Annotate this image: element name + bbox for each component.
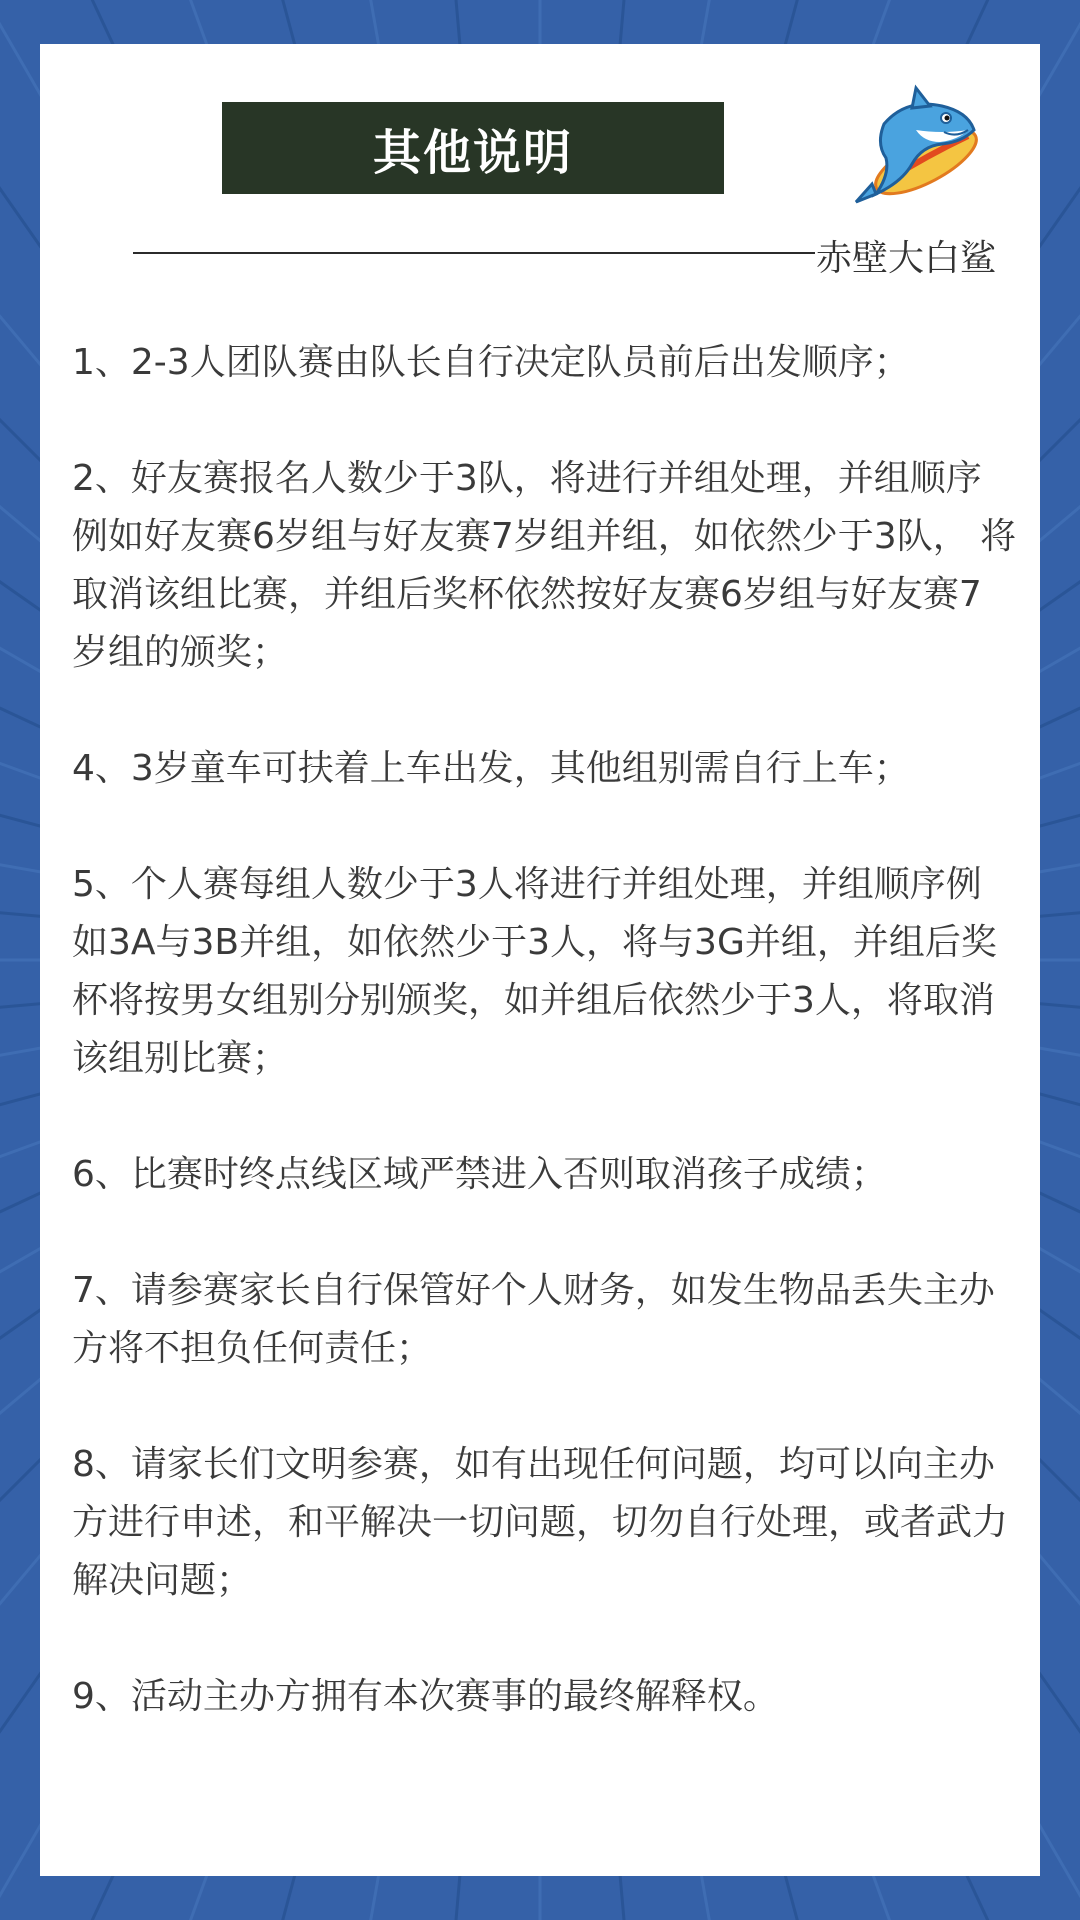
rule-7: 7、请参赛家长自行保管好个人财务，如发生物品丢失主办方将不担负任何责任； [72, 1270, 995, 1369]
rule-8: 8、请家长们文明参赛，如有出现任何问题，均可以向主办方进行申述，和平解决一切问题，切勿自行处理，或者武力解决问题； [72, 1444, 1009, 1601]
rule-9: 9、活动主办方拥有本次赛事的最终解释权。 [72, 1676, 779, 1717]
rules-list [72, 334, 1017, 1784]
rule-6: 6、比赛时终点线区域严禁进入否则取消孩子成绩； [72, 1154, 887, 1195]
notice-card [40, 44, 1040, 1876]
author-name: 赤壁大白鲨 [816, 238, 997, 279]
page-title: 其他说明 [372, 124, 573, 181]
rule-1: 1、2-3人团队赛由队长自行决定队员前后出发顺序； [72, 342, 910, 383]
shark-surfboard-icon [846, 84, 994, 208]
author-divider [133, 252, 815, 254]
title-banner [222, 102, 724, 194]
rule-4: 4、3岁童车可扶着上车出发，其他组别需自行上车； [72, 748, 910, 789]
rule-2: 2、好友赛报名人数少于3队，将进行并组处理，并组顺序例如好友赛6岁组与好友赛7岁组并组，如依然少于3队， 将取消该组比赛，并组后奖杯依然按好友赛6岁组与好友赛7岁组的颁奖； [72, 458, 1017, 673]
rule-5: 5、个人赛每组人数少于3人将进行并组处理，并组顺序例如3A与3B并组，如依然少于3人，将与3G并组，并组后奖杯将按男女组别分别颁奖，如并组后依然少于3人，将取消该组别比赛； [72, 864, 997, 1079]
